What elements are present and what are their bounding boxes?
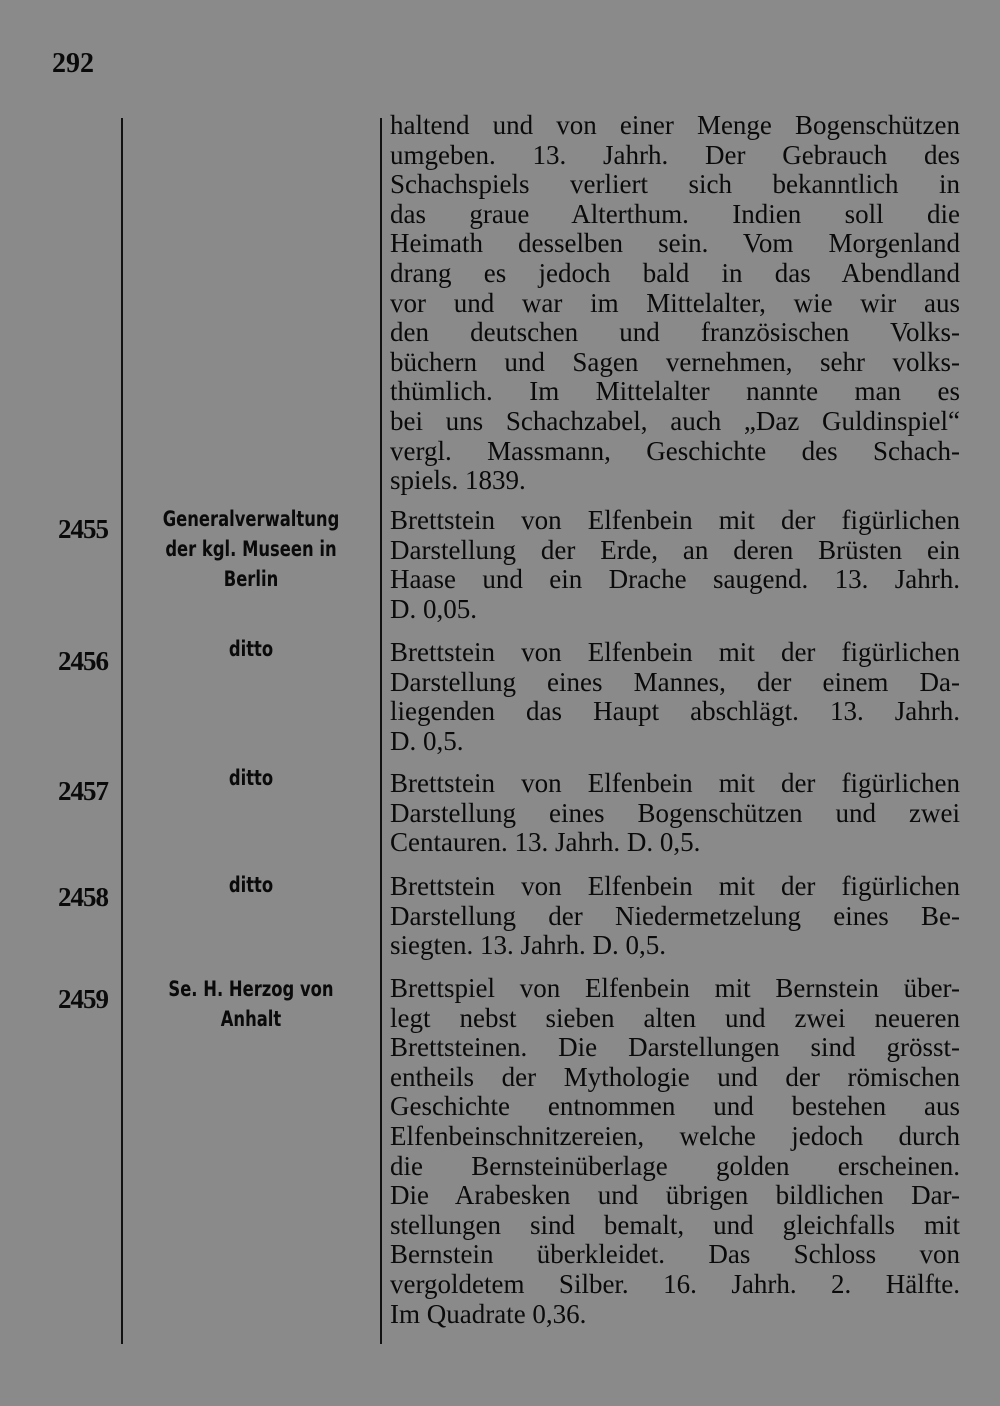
description-continuation (390, 111, 960, 496)
entry-description (390, 506, 960, 624)
lender-line: Berlin (223, 567, 279, 591)
description-line: thümlich. Im Mittelalter nannte man es (390, 376, 960, 407)
description-line: D. 0,05. (390, 593, 477, 624)
description-line: stellungen sind bemalt, und gleichfalls mit (390, 1209, 960, 1240)
description-line: Brettsteinen. Die Darstellungen sind grösst- (390, 1032, 960, 1063)
entry-number: 2459 (58, 984, 108, 1014)
page-number: 292 (52, 48, 94, 79)
lender-line: Anhalt (220, 1007, 282, 1031)
description-line: Geschichte entnommen und bestehen aus (390, 1091, 960, 1122)
description-line: Centauren. 13. Jahrh. D. 0,5. (390, 827, 701, 858)
lender-line: ditto (228, 873, 274, 897)
description-line: spiels. 1839. (390, 465, 526, 496)
description-line: drang es jedoch bald in das Abendland (390, 257, 960, 288)
description-line: Elfenbeinschnitzereien, welche jedoch durch (390, 1120, 960, 1151)
description-line: Brettstein von Elfenbein mit der figürlichen (390, 871, 960, 901)
entry-number: 2456 (58, 646, 108, 676)
description-line: Die Arabesken und übrigen bildlichen Dar- (390, 1180, 960, 1211)
description-line: D. 0,5. (390, 725, 464, 756)
description-line: Darstellung eines Mannes, der einem Da- (390, 666, 960, 697)
description-line: vor und war im Mittelalter, wie wir aus (390, 287, 960, 318)
description-line: entheils der Mythologie und der römischen (390, 1061, 960, 1092)
description-line: Darstellung eines Bogenschützen und zwei (390, 797, 960, 828)
description-line: Schachspiels verliert sich bekanntlich in (390, 169, 960, 200)
description-line: vergoldetem Silber. 16. Jahrh. 2. Hälfte. (390, 1268, 960, 1299)
lender-line: der kgl. Museen in (165, 537, 337, 561)
description-line: Brettstein von Elfenbein mit der figürlichen (390, 505, 960, 535)
description-line: bei uns Schachzabel, auch „Daz Guldinspiel“ (390, 405, 960, 436)
description-line: liegenden das Haupt abschlägt. 13. Jahrh. (390, 696, 960, 727)
description-line: Im Quadrate 0,36. (390, 1298, 587, 1329)
lender (155, 634, 347, 664)
lender (155, 504, 347, 594)
entry-number: 2455 (58, 514, 108, 544)
description-line: Darstellung der Erde, an deren Brüsten ein (390, 534, 960, 565)
description-line: büchern und Sagen vernehmen, sehr volks- (390, 346, 960, 377)
entry-number: 2458 (58, 882, 108, 912)
entry-description (390, 638, 960, 756)
description-line: haltend und von einer Menge Bogenschützen (390, 110, 960, 140)
lender-line: ditto (228, 766, 274, 790)
description-line: Brettstein von Elfenbein mit der figürlichen (390, 768, 960, 798)
entry-description (390, 974, 960, 1329)
description-line: umgeben. 13. Jahrh. Der Gebrauch des (390, 139, 960, 170)
description-line: die Bernsteinüberlage golden erscheinen. (390, 1150, 960, 1181)
description-line: siegten. 13. Jahrh. D. 0,5. (390, 930, 666, 961)
description-line: den deutschen und französischen Volks- (390, 317, 960, 348)
description-line: Brettspiel von Elfenbein mit Bernstein über- (390, 973, 960, 1003)
description-line: Darstellung der Niedermetzelung eines Be- (390, 900, 960, 931)
description-line: vergl. Massmann, Geschichte des Schach- (390, 435, 960, 466)
description-line: legt nebst sieben alten und zwei neueren (390, 1002, 960, 1033)
lender-line: ditto (228, 637, 274, 661)
description-line: das graue Alterthum. Indien soll die (390, 198, 960, 229)
description-line: Brettstein von Elfenbein mit der figürlichen (390, 637, 960, 667)
description-line: Heimath desselben sein. Vom Morgenland (390, 228, 960, 259)
entry-description (390, 872, 960, 961)
lender (155, 870, 347, 900)
lender (155, 974, 347, 1034)
lender-line: Se. H. Herzog von (168, 977, 334, 1001)
column-rule-left (121, 118, 123, 1344)
description-line: Bernstein überkleidet. Das Schloss von (390, 1239, 960, 1270)
lender (155, 763, 347, 793)
description-line: Haase und ein Drache saugend. 13. Jahrh. (390, 564, 960, 595)
column-rule-right (380, 118, 382, 1344)
lender-line: Generalverwaltung (162, 507, 340, 531)
entry-description (390, 769, 960, 858)
entry-number: 2457 (58, 776, 108, 806)
